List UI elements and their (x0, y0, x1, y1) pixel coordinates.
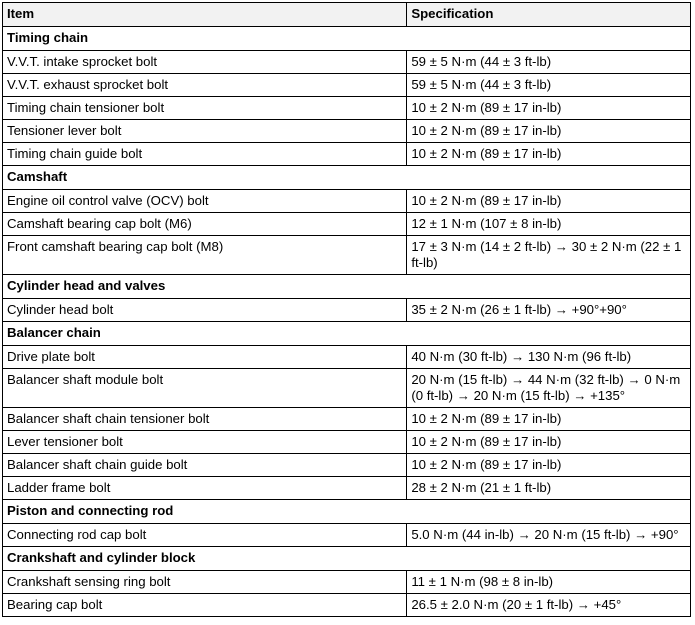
table-row (3, 524, 691, 547)
item-cell: Ladder frame bolt (3, 477, 407, 500)
section-row (3, 500, 691, 524)
table-row (3, 190, 691, 213)
torque-specification-table (2, 2, 691, 617)
table-row (3, 369, 691, 408)
item-cell: Balancer shaft chain tensioner bolt (3, 408, 407, 431)
item-cell: Tensioner lever bolt (3, 120, 407, 143)
specification-cell: 20 N·m (15 ft-lb) → 44 N·m (32 ft-lb) → 0 N·m (0 ft-lb) → 20 N·m (15 ft-lb) → +135° (407, 369, 691, 408)
specification-cell: 35 ± 2 N·m (26 ± 1 ft-lb) → +90°+90° (407, 299, 691, 322)
section-title: Camshaft (3, 166, 691, 190)
table-row (3, 571, 691, 594)
section-row (3, 27, 691, 51)
table-row (3, 346, 691, 369)
section-row (3, 547, 691, 571)
item-cell: V.V.T. intake sprocket bolt (3, 51, 407, 74)
specification-cell: 10 ± 2 N·m (89 ± 17 in-lb) (407, 120, 691, 143)
specification-cell: 28 ± 2 N·m (21 ± 1 ft-lb) (407, 477, 691, 500)
section-title: Piston and connecting rod (3, 500, 691, 524)
header-specification: Specification (407, 3, 691, 27)
specification-cell: 10 ± 2 N·m (89 ± 17 in-lb) (407, 454, 691, 477)
table-row (3, 454, 691, 477)
item-cell: Timing chain tensioner bolt (3, 97, 407, 120)
table-row (3, 431, 691, 454)
header-item: Item (3, 3, 407, 27)
item-cell: Cylinder head bolt (3, 299, 407, 322)
specification-cell: 10 ± 2 N·m (89 ± 17 in-lb) (407, 143, 691, 166)
specification-cell: 10 ± 2 N·m (89 ± 17 in-lb) (407, 97, 691, 120)
section-title: Timing chain (3, 27, 691, 51)
item-cell: Connecting rod cap bolt (3, 524, 407, 547)
specification-cell: 40 N·m (30 ft-lb) → 130 N·m (96 ft-lb) (407, 346, 691, 369)
specification-cell: 26.5 ± 2.0 N·m (20 ± 1 ft-lb) → +45° (407, 594, 691, 617)
table-body (3, 3, 691, 617)
table-row (3, 213, 691, 236)
item-cell: Front camshaft bearing cap bolt (M8) (3, 236, 407, 275)
table-row (3, 74, 691, 97)
item-cell: Timing chain guide bolt (3, 143, 407, 166)
section-row (3, 322, 691, 346)
table-row (3, 408, 691, 431)
table-row (3, 120, 691, 143)
item-cell: Drive plate bolt (3, 346, 407, 369)
table-row (3, 594, 691, 617)
section-row (3, 275, 691, 299)
specification-cell: 59 ± 5 N·m (44 ± 3 ft-lb) (407, 51, 691, 74)
item-cell: Crankshaft sensing ring bolt (3, 571, 407, 594)
item-cell: Balancer shaft module bolt (3, 369, 407, 408)
section-title: Crankshaft and cylinder block (3, 547, 691, 571)
specification-cell: 10 ± 2 N·m (89 ± 17 in-lb) (407, 190, 691, 213)
table-header-row (3, 3, 691, 27)
item-cell: V.V.T. exhaust sprocket bolt (3, 74, 407, 97)
specification-cell: 10 ± 2 N·m (89 ± 17 in-lb) (407, 408, 691, 431)
table-row (3, 299, 691, 322)
section-row (3, 166, 691, 190)
table-row (3, 477, 691, 500)
item-cell: Lever tensioner bolt (3, 431, 407, 454)
item-cell: Camshaft bearing cap bolt (M6) (3, 213, 407, 236)
specification-cell: 17 ± 3 N·m (14 ± 2 ft-lb) → 30 ± 2 N·m (22 ± 1 ft-lb) (407, 236, 691, 275)
item-cell: Bearing cap bolt (3, 594, 407, 617)
section-title: Cylinder head and valves (3, 275, 691, 299)
section-title: Balancer chain (3, 322, 691, 346)
specification-cell: 12 ± 1 N·m (107 ± 8 in-lb) (407, 213, 691, 236)
table-row (3, 97, 691, 120)
table-row (3, 51, 691, 74)
specification-cell: 11 ± 1 N·m (98 ± 8 in-lb) (407, 571, 691, 594)
item-cell: Balancer shaft chain guide bolt (3, 454, 407, 477)
specification-cell: 10 ± 2 N·m (89 ± 17 in-lb) (407, 431, 691, 454)
item-cell: Engine oil control valve (OCV) bolt (3, 190, 407, 213)
table-row (3, 236, 691, 275)
specification-cell: 5.0 N·m (44 in-lb) → 20 N·m (15 ft-lb) → +90° (407, 524, 691, 547)
table-row (3, 143, 691, 166)
specification-cell: 59 ± 5 N·m (44 ± 3 ft-lb) (407, 74, 691, 97)
